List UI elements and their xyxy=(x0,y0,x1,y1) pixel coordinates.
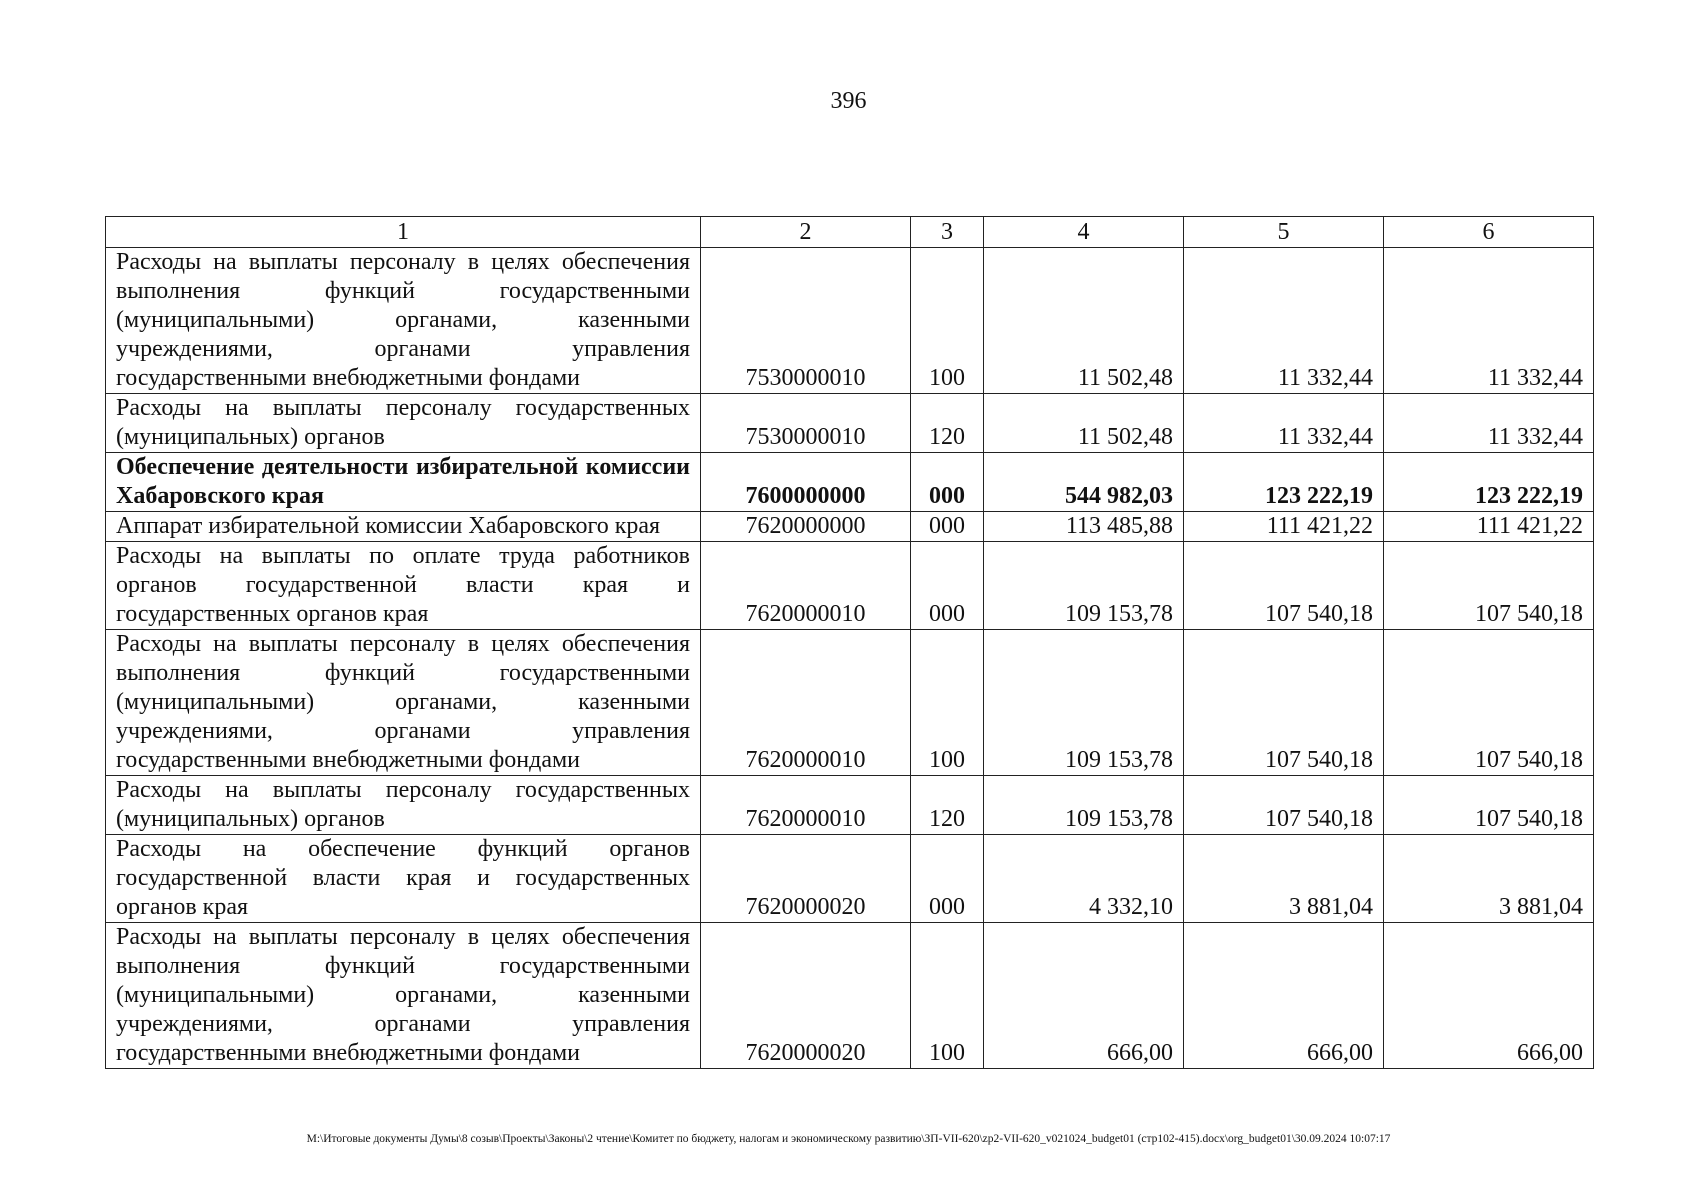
header-cell: 1 xyxy=(106,217,701,248)
target-article-code-cell: 7600000000 xyxy=(701,453,911,512)
amount-year2-cell: 111 421,22 xyxy=(1184,512,1384,542)
amount-year3-cell: 666,00 xyxy=(1384,923,1594,1069)
amount-year2-cell: 666,00 xyxy=(1184,923,1384,1069)
table-row xyxy=(106,394,1594,453)
amount-year2-cell: 107 540,18 xyxy=(1184,630,1384,776)
expense-type-cell: 120 xyxy=(911,394,984,453)
target-article-code-cell: 7530000010 xyxy=(701,394,911,453)
header-cell: 6 xyxy=(1384,217,1594,248)
target-article-code-cell: 7620000010 xyxy=(701,542,911,630)
header-cell: 3 xyxy=(911,217,984,248)
table-row xyxy=(106,512,1594,542)
target-article-code-cell: 7620000010 xyxy=(701,776,911,835)
amount-year3-cell: 107 540,18 xyxy=(1384,542,1594,630)
row-name-cell: Аппарат избирательной комиссии Хабаровского края xyxy=(106,512,701,542)
expense-type-cell: 100 xyxy=(911,630,984,776)
target-article-code-cell: 7620000000 xyxy=(701,512,911,542)
target-article-code-cell: 7620000020 xyxy=(701,835,911,923)
row-name-cell: Обеспечение деятельности избирательной комиссии Хабаровского края xyxy=(106,453,701,512)
amount-year3-cell: 11 332,44 xyxy=(1384,394,1594,453)
table-body xyxy=(106,217,1594,1069)
table-row xyxy=(106,248,1594,394)
amount-year2-cell: 107 540,18 xyxy=(1184,542,1384,630)
amount-year2-cell: 11 332,44 xyxy=(1184,248,1384,394)
table-row xyxy=(106,923,1594,1069)
amount-year2-cell: 107 540,18 xyxy=(1184,776,1384,835)
page-number: 396 xyxy=(830,88,867,114)
file-path-footer: M:\Итоговые документы Думы\8 созыв\Проекты\Законы\2 чтение\Комитет по бюджету, налогам и экономическому развитию\ЗП-VII-620\zp2-VII-620_v021024_budget01 (стр102-415).docx\org_budget01\30.09.2024 10:07:17 xyxy=(306,1133,1391,1145)
amount-year1-cell: 544 982,03 xyxy=(984,453,1184,512)
amount-year3-cell: 107 540,18 xyxy=(1384,776,1594,835)
expense-type-cell: 000 xyxy=(911,542,984,630)
amount-year2-cell: 11 332,44 xyxy=(1184,394,1384,453)
amount-year1-cell: 113 485,88 xyxy=(984,512,1184,542)
amount-year3-cell: 111 421,22 xyxy=(1384,512,1594,542)
table-row xyxy=(106,453,1594,512)
amount-year1-cell: 11 502,48 xyxy=(984,248,1184,394)
header-cell: 2 xyxy=(701,217,911,248)
row-name-cell: Расходы на выплаты персоналу государственных (муниципальных) органов xyxy=(106,394,701,453)
table-row xyxy=(106,542,1594,630)
amount-year1-cell: 109 153,78 xyxy=(984,630,1184,776)
target-article-code-cell: 7530000010 xyxy=(701,248,911,394)
amount-year1-cell: 109 153,78 xyxy=(984,776,1184,835)
amount-year3-cell: 3 881,04 xyxy=(1384,835,1594,923)
target-article-code-cell: 7620000010 xyxy=(701,630,911,776)
amount-year3-cell: 107 540,18 xyxy=(1384,630,1594,776)
header-cell: 5 xyxy=(1184,217,1384,248)
amount-year2-cell: 123 222,19 xyxy=(1184,453,1384,512)
row-name-cell: Расходы на выплаты персоналу государственных (муниципальных) органов xyxy=(106,776,701,835)
row-name-cell: Расходы на обеспечение функций органов государственной власти края и государственных органов края xyxy=(106,835,701,923)
amount-year3-cell: 123 222,19 xyxy=(1384,453,1594,512)
amount-year3-cell: 11 332,44 xyxy=(1384,248,1594,394)
amount-year2-cell: 3 881,04 xyxy=(1184,835,1384,923)
table-row xyxy=(106,630,1594,776)
expense-type-cell: 000 xyxy=(911,835,984,923)
target-article-code-cell: 7620000020 xyxy=(701,923,911,1069)
amount-year1-cell: 11 502,48 xyxy=(984,394,1184,453)
budget-table xyxy=(105,216,1594,1069)
expense-type-cell: 100 xyxy=(911,248,984,394)
expense-type-cell: 120 xyxy=(911,776,984,835)
header-cell: 4 xyxy=(984,217,1184,248)
amount-year1-cell: 4 332,10 xyxy=(984,835,1184,923)
table-header-row xyxy=(106,217,1594,248)
row-name-cell: Расходы на выплаты по оплате труда работников органов государственной власти края и государственных органов края xyxy=(106,542,701,630)
amount-year1-cell: 109 153,78 xyxy=(984,542,1184,630)
amount-year1-cell: 666,00 xyxy=(984,923,1184,1069)
row-name-cell: Расходы на выплаты персоналу в целях обеспечения выполнения функций государственными (муниципальными) органами, казенными учреждениями, органами управления государственными внебюджетными фондами xyxy=(106,923,701,1069)
table-row xyxy=(106,835,1594,923)
expense-type-cell: 000 xyxy=(911,512,984,542)
row-name-cell: Расходы на выплаты персоналу в целях обеспечения выполнения функций государственными (муниципальными) органами, казенными учреждениями, органами управления государственными внебюджетными фондами xyxy=(106,630,701,776)
row-name-cell: Расходы на выплаты персоналу в целях обеспечения выполнения функций государственными (муниципальными) органами, казенными учреждениями, органами управления государственными внебюджетными фондами xyxy=(106,248,701,394)
expense-type-cell: 100 xyxy=(911,923,984,1069)
table-row xyxy=(106,776,1594,835)
expense-type-cell: 000 xyxy=(911,453,984,512)
